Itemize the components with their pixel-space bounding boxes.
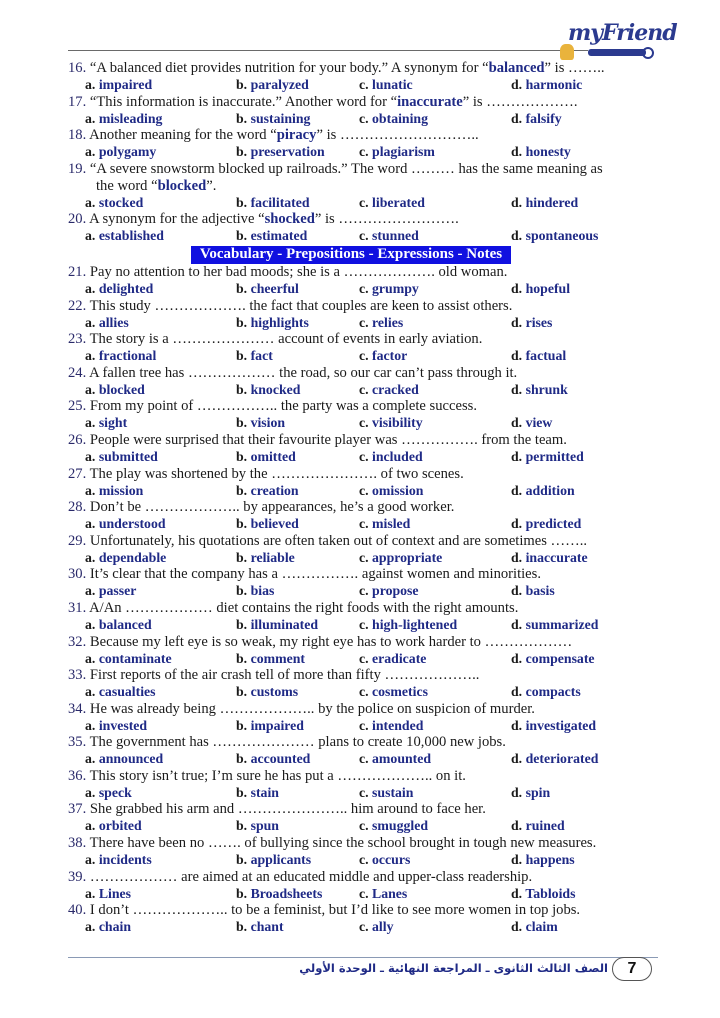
question-number: 31. [68,599,87,616]
logo-swirl-icon [642,47,654,59]
option-c[interactable]: c. misled [359,516,411,532]
question-text: ……………… are aimed at an educated middle and upper-class readership. [89,868,533,885]
option-d[interactable]: d. spontaneous [511,228,599,244]
option-c[interactable]: c. visibility [359,415,423,431]
question-number: 20. [68,211,87,228]
question-keyword: balanced [488,60,545,76]
option-d[interactable]: d. hindered [511,194,579,210]
option-d[interactable]: d. honesty [511,144,571,160]
question-text: I don’t ……………….. to be a feminist, but I’d like to see more women in top jobs. [89,902,581,919]
option-b[interactable]: b. comment [236,650,305,666]
question [68,161,658,195]
option-a[interactable]: a. announced [85,751,164,767]
options-row [68,483,658,500]
options-row [68,144,658,161]
option-c[interactable]: c. liberated [359,194,425,210]
option-a[interactable]: a. blocked [85,381,145,397]
option-b[interactable]: b. sustaining [236,110,311,126]
option-b[interactable]: b. applicants [236,852,312,868]
option-b[interactable]: b. fact [236,348,273,364]
question-text: This study ………………. the fact that couples are keen to assist others. [89,297,513,314]
question-number: 34. [68,700,87,717]
options-row [68,348,658,365]
option-a[interactable]: a. impaired [85,77,153,92]
option-a[interactable]: a. contaminate [85,650,172,666]
option-b[interactable]: b. bias [236,583,275,599]
options-row [68,315,658,332]
option-d[interactable]: d. shrunk [511,381,568,397]
option-d[interactable]: d. investigated [511,717,597,733]
question [68,331,658,348]
question [68,298,658,315]
options-row [68,195,658,212]
option-d[interactable]: d. spin [511,784,551,800]
option-c[interactable]: c. propose [359,583,419,599]
question-text: Unfortunately, his quotations are often taken out of context and are sometimes …….. [89,532,588,549]
options-row [68,516,658,533]
question [68,667,658,684]
options-row [68,852,658,869]
options-row [68,382,658,399]
option-b[interactable]: b. omitted [236,448,296,464]
option-b[interactable]: b. stain [236,784,279,800]
question-keyword: inaccurate [397,93,463,110]
question-number: 17. [68,93,87,110]
question [68,398,658,415]
option-c[interactable]: c. eradicate [359,650,427,666]
question-text: A/An ……………… diet contains the right foods with the right amounts. [89,599,519,616]
option-b[interactable]: b. knocked [236,381,301,397]
options-row [68,684,658,701]
options-row [68,281,658,298]
question-text: There have been no ……. of bullying since the school brought in tough new measures. [89,835,597,852]
option-b[interactable]: b. customs [236,684,299,700]
options-row [68,785,658,802]
options-row [68,718,658,735]
question-text: A fallen tree has ……………… the road, so our car can’t pass through it. [89,364,518,381]
option-d[interactable]: d. basis [511,583,555,599]
options-row [68,818,658,835]
options-row [68,583,658,600]
question-text: A synonym for the adjective “ [89,211,265,228]
question-number: 22. [68,297,87,314]
option-b[interactable]: b. estimated [236,228,308,244]
option-b[interactable]: b. preservation [236,144,325,160]
option-d[interactable]: d. claim [511,919,558,935]
question-number: 25. [68,398,87,415]
question [68,499,658,516]
question-text: Don’t be ……………….. by appearances, he’s a good worker. [89,499,455,516]
option-c[interactable]: c. smuggled [359,818,428,834]
option-d[interactable]: d. summarized [511,616,599,632]
question [68,734,658,751]
question-text: He was already being ……………….. by the police on suspicion of murder. [89,700,535,717]
question-number: 33. [68,667,87,684]
question-number: 18. [68,127,87,144]
option-a[interactable]: a. passer [85,583,137,599]
option-c[interactable]: c. omission [359,482,424,498]
option-c[interactable]: c. appropriate [359,549,443,565]
option-a[interactable]: a. mission [85,482,144,498]
option-c[interactable]: c. amounted [359,751,432,767]
options-row [68,449,658,466]
section-banner: Vocabulary - Prepositions - Expressions - Notes [191,246,511,264]
option-b[interactable]: b. Broadsheets [236,885,323,901]
question-number: 38. [68,835,87,852]
question-text: Another meaning for the word “ [89,127,277,144]
question-number: 40. [68,902,87,919]
logo-ribbon-icon [588,49,646,56]
option-c[interactable]: c. lunatic [359,77,413,92]
option-a[interactable]: a. Lines [85,885,132,901]
question-text: “A severe snowstorm blocked up railroads.” The word ……… has the same meaning as [89,160,603,177]
question-text-end: ” is ………………. [462,93,578,110]
question [68,869,658,886]
question-text: It’s clear that the company has a ……………. against women and minorities. [89,566,541,583]
question-number: 29. [68,532,87,549]
questions-list [68,264,658,936]
option-c[interactable]: c. plagiarism [359,144,435,160]
question [68,466,658,483]
question [68,127,658,144]
question-text: The government has ………………… plans to create 10,000 new jobs. [89,734,506,751]
question-text: First reports of the air crash tell of more than fifty ……………….. [89,667,480,684]
question [68,566,658,583]
option-b[interactable]: b. vision [236,415,286,431]
question-number: 30. [68,566,87,583]
header-rule [68,50,588,51]
option-c[interactable]: c. grumpy [359,280,419,296]
options-row [68,617,658,634]
option-a[interactable]: a. fractional [85,348,157,364]
option-b[interactable]: b. facilitated [236,194,310,210]
question [68,94,658,111]
footer-title: الصف الثالث الثانوى ـ المراجعة النهائية ـ الوحدة الأولي [299,961,608,975]
question-text-end: ” is …….. [544,60,605,76]
question [68,533,658,550]
question-keyword: piracy [276,127,317,144]
option-a[interactable]: a. casualties [85,684,156,700]
options-row [68,751,658,768]
option-b[interactable]: b. impaired [236,717,304,733]
option-a[interactable]: a. balanced [85,616,152,632]
option-d[interactable]: d. predicted [511,516,582,532]
option-a[interactable]: a. sight [85,415,128,431]
option-c[interactable]: c. included [359,448,423,464]
question-text: “A balanced diet provides nutrition for your body.” A synonym for “ [89,60,489,76]
question [68,701,658,718]
option-d[interactable]: d. happens [511,852,575,868]
question [68,365,658,382]
question [68,801,658,818]
option-b[interactable]: b. reliable [236,549,295,565]
question [68,768,658,785]
option-d[interactable]: d. Tabloids [511,885,576,901]
options-row [68,415,658,432]
option-d[interactable]: d. compensate [511,650,595,666]
option-b[interactable]: b. cheerful [236,280,299,296]
option-a[interactable]: a. incidents [85,852,152,868]
option-b[interactable]: b. creation [236,482,299,498]
option-a[interactable]: a. speck [85,784,132,800]
option-a[interactable]: a. invested [85,717,148,733]
option-a[interactable]: a. allies [85,314,129,330]
question-text-end: ” is ……………………. [314,211,459,228]
option-b[interactable]: b. chant [236,919,284,935]
option-c[interactable]: c. intended [359,717,424,733]
logo-text: myFriend [568,20,677,46]
question-text: People were surprised that their favourite player was ……………. from the team. [89,431,567,448]
option-a[interactable]: a. polygamy [85,144,157,160]
question [68,264,658,281]
question-text-end: ” is ……………………….. [316,127,479,144]
question-number: 36. [68,767,87,784]
logo-figure-icon [560,44,574,60]
question-keyword: shocked [264,211,315,228]
question-text: The story is a ………………… account of events in early aviation. [89,331,483,348]
question-number: 37. [68,801,87,818]
question [68,634,658,651]
options-row [68,77,658,94]
question-text: “This information is inaccurate.” Another word for “ [89,93,398,110]
option-d[interactable]: d. deteriorated [511,751,599,767]
question-keyword: blocked [157,177,207,194]
options-row [68,886,658,903]
question-number: 21. [68,263,87,280]
option-c[interactable]: c. factor [359,348,408,364]
option-b[interactable]: b. believed [236,516,299,532]
question-text: She grabbed his arm and ………………….. him around to face her. [89,801,486,818]
option-c[interactable]: c. Lanes [359,885,408,901]
page-number: 7 [612,957,652,981]
options-row [68,228,658,245]
question [68,600,658,617]
option-d[interactable]: d. falsify [511,110,562,126]
option-d[interactable]: d. hopeful [511,280,571,296]
option-a[interactable]: a. understood [85,516,166,532]
options-row [68,919,658,936]
option-d[interactable]: d. addition [511,482,575,498]
question-number: 19. [68,160,87,177]
options-row [68,651,658,668]
question-number: 24. [68,364,87,381]
option-b[interactable]: b. accounted [236,751,311,767]
option-a[interactable]: a. chain [85,919,132,935]
option-a[interactable]: a. misleading [85,110,163,126]
question [68,432,658,449]
options-row [68,550,658,567]
question-number: 16. [68,60,87,76]
question-number: 32. [68,633,87,650]
question-text: Pay no attention to her bad moods; she is a ………………. old woman. [89,263,508,280]
worksheet-content [68,60,658,936]
option-a[interactable]: a. dependable [85,549,167,565]
option-c[interactable]: c. sustain [359,784,414,800]
option-b[interactable]: b. illuminated [236,616,319,632]
option-c[interactable]: c. cosmetics [359,684,428,700]
option-c[interactable]: c. relies [359,314,404,330]
option-d[interactable]: d. ruined [511,818,565,834]
question-number: 39. [68,868,87,885]
question-text: Because my left eye is so weak, my right eye has to work harder to ……………… [89,633,573,650]
option-d[interactable]: d. factual [511,348,567,364]
option-a[interactable]: a. submitted [85,448,158,464]
footer-rule [68,957,658,958]
question [68,835,658,852]
option-a[interactable]: a. stocked [85,194,144,210]
question-text: This story isn’t true; I’m sure he has put a ……………….. on it. [89,767,466,784]
option-b[interactable]: b. highlights [236,314,309,330]
option-c[interactable]: c. ally [359,919,394,935]
options-row [68,111,658,128]
option-c[interactable]: c. occurs [359,852,411,868]
option-c[interactable]: c. stunned [359,228,419,244]
option-a[interactable]: a. delighted [85,280,154,296]
option-b[interactable]: b. paralyzed [236,77,309,92]
option-a[interactable]: a. established [85,228,164,244]
option-d[interactable]: d. inaccurate [511,549,588,565]
question-number: 27. [68,465,87,482]
option-d[interactable]: d. permitted [511,448,584,464]
question [68,60,658,77]
question [68,902,658,919]
option-c[interactable]: c. obtaining [359,110,429,126]
option-a[interactable]: a. orbited [85,818,142,834]
option-c[interactable]: c. high-lightened [359,616,458,632]
option-d[interactable]: d. rises [511,314,553,330]
option-d[interactable]: d. harmonic [511,77,583,92]
option-d[interactable]: d. view [511,415,553,431]
option-c[interactable]: c. cracked [359,381,419,397]
question-text: The play was shortened by the …………………. of two scenes. [89,465,464,482]
question-number: 23. [68,331,87,348]
question-text-line2: the word “blocked”. [96,177,217,194]
option-b[interactable]: b. spun [236,818,279,834]
question-number: 26. [68,431,87,448]
question-number: 28. [68,499,87,516]
option-d[interactable]: d. compacts [511,684,581,700]
question-number: 35. [68,734,87,751]
question-text: From my point of …………….. the party was a complete success. [89,398,477,415]
question [68,211,658,228]
